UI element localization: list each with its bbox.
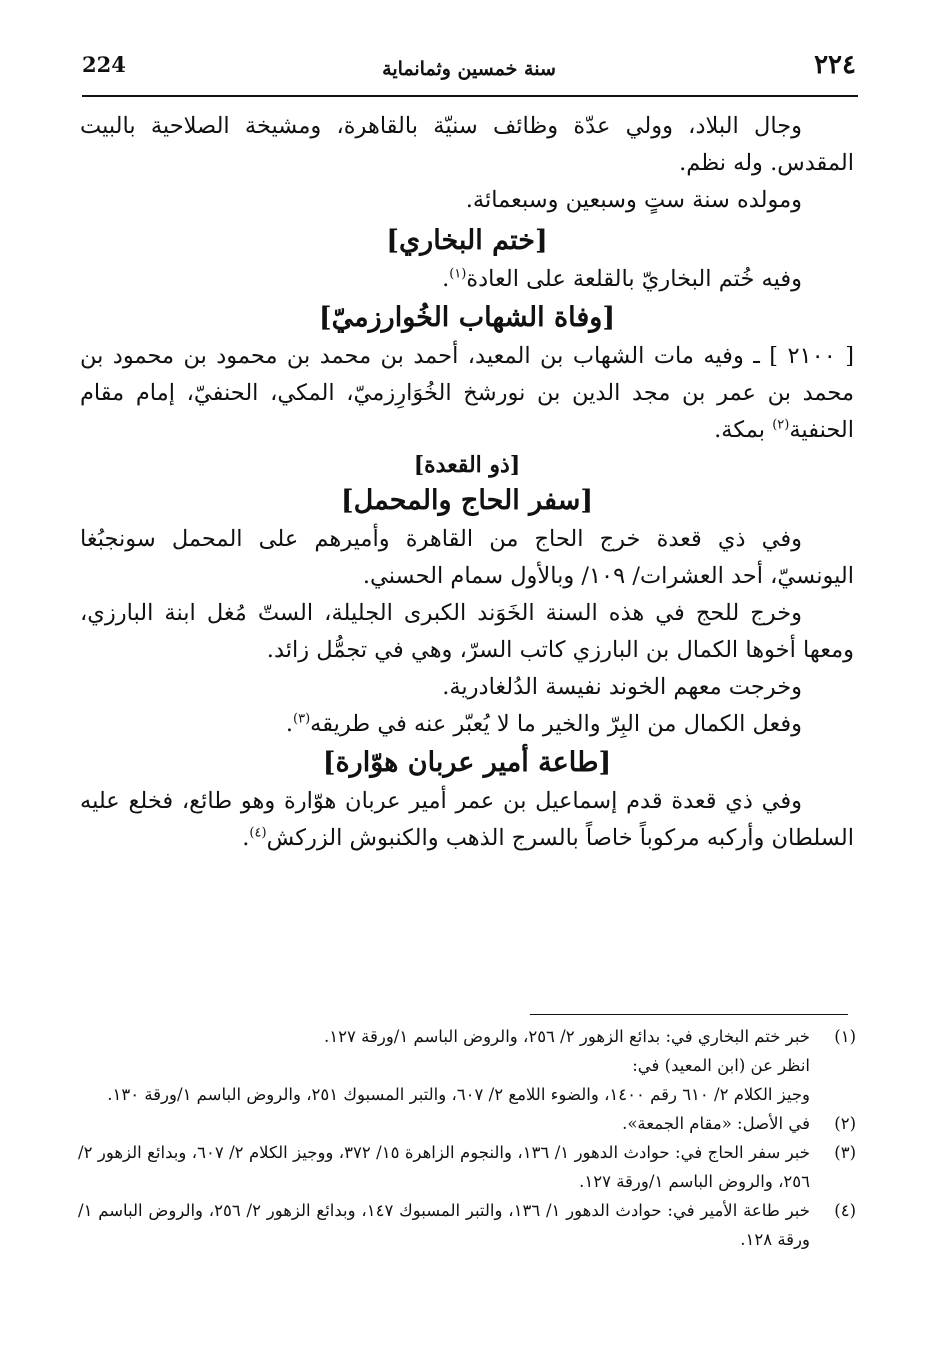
paragraph-1: وجال البلاد، وولي عدّة وظائف سنيّة بالقاهرة، ومشيخة الصلاحية بالبيت المقدس. وله نظم. [80, 113, 854, 176]
paragraph-7: وخرجت معهم الخوند نفيسة الدُلغادرية. [442, 674, 802, 700]
main-text [80, 108, 854, 857]
footnote-number: (٢) [834, 1114, 856, 1133]
footnote-divider [530, 1014, 848, 1015]
footnote-line: خبر سفر الحاج في: حوادث الدهور ١/ ١٣٦، والنجوم الزاهرة ١٥/ ٣٧٢، ووجيز الكلام ٢/ ٦٠٧، وبدائع الزهور ٢/ ٢٥٦، والروض الباسم ١/ورقة ١٢٧. [78, 1143, 810, 1191]
footnote-3 [78, 1138, 856, 1196]
page-header [82, 52, 856, 92]
header-divider [82, 95, 858, 97]
paragraph-8: وفعل الكمال من البِرّ والخير ما لا يُعبّر عنه في طريقه$^{(٣)}$. [285, 711, 802, 737]
footnote-number: (٣) [834, 1143, 856, 1162]
footnote-ref-4: (٤) [249, 825, 267, 841]
footnote-ref-3: (٣) [293, 711, 311, 727]
page-number-arabic: ٢٢٤ [814, 50, 856, 80]
section-heading-hajj: [سفر الحاج والمحمل] [340, 485, 594, 516]
section-heading-bukhari: [ختم البخاري] [386, 225, 548, 256]
footnote-2 [78, 1109, 856, 1138]
footnote-1 [78, 1022, 856, 1109]
footnote-ref-2: (٢) [772, 417, 790, 433]
paragraph-9: وفي ذي قعدة قدم إسماعيل بن عمر أمير عربان هوّارة وهو طائع، فخلع عليه السلطان وأركبه مركوباً خاصاً بالسرج الذهب والكنبوش الزركش$^{(٤)}$. [80, 788, 854, 851]
footnote-line: انظر عن (ابن المعيد) في: [632, 1056, 810, 1075]
paragraph-3: وفيه خُتم البخاريّ بالقلعة على العادة$^{(١)}$. [442, 266, 802, 292]
page-number-latin: 224 [82, 52, 126, 77]
paragraph-6: وخرج للحج في هذه السنة الخَوَند الكبرى الجليلة، الستّ مُغل ابنة البارزي، ومعها أخوها الكمال بن البارزي كاتب السرّ، وهي في تجمُّل زائد. [80, 600, 854, 663]
running-title: سنة خمسين وثمانماية [382, 58, 556, 80]
section-heading-death: [وفاة الشهاب الخُوارزميّ] [318, 302, 616, 333]
section-heading-hawwara: [طاعة أمير عربان هوّارة] [322, 747, 612, 778]
footnote-line: في الأصل: «مقام الجمعة». [622, 1114, 810, 1133]
footnotes [78, 1022, 856, 1254]
paragraph-5: وفي ذي قعدة خرج الحاج من القاهرة وأميرهم على المحمل سونجبُغا اليونسيّ، أحد العشرات/ ١٠٩/ وبالأول سمام الحسني. [80, 526, 854, 589]
footnote-ref-1: (١) [449, 266, 467, 282]
footnote-4 [78, 1196, 856, 1254]
footnote-line: وجيز الكلام ٢/ ٦١٠ رقم ١٤٠٠، والضوء اللامع ٢/ ٦٠٧، والتبر المسبوك ٢٥١، والروض الباسم ١/ورقة ١٣٠. [107, 1085, 810, 1104]
footnote-number: (٤) [834, 1201, 856, 1220]
paragraph-2: ومولده سنة ستٍ وسبعين وسبعمائة. [465, 187, 802, 213]
paragraph-4: [ ٢١٠٠ ] ـ وفيه مات الشهاب بن المعيد، أحمد بن محمد بن محمود بن محمود بن محمد بن عمر بن مجد الدين بن نورشخ الخُوَارِزميّ، المكي، الحنفيّ، إمام مقام الحنفية$^{(٢)}$ بمكة. [80, 343, 854, 443]
month-heading: [ذو القعدة] [413, 452, 521, 478]
footnote-line: خبر طاعة الأمير في: حوادث الدهور ١/ ١٣٦، والتبر المسبوك ١٤٧، وبدائع الزهور ٢/ ٢٥٦، والروض الباسم ١/ورقة ١٢٨. [78, 1201, 810, 1249]
footnote-line: خبر ختم البخاري في: بدائع الزهور ٢/ ٢٥٦، والروض الباسم ١/ورقة ١٢٧. [324, 1027, 810, 1046]
footnote-number: (١) [834, 1027, 856, 1046]
